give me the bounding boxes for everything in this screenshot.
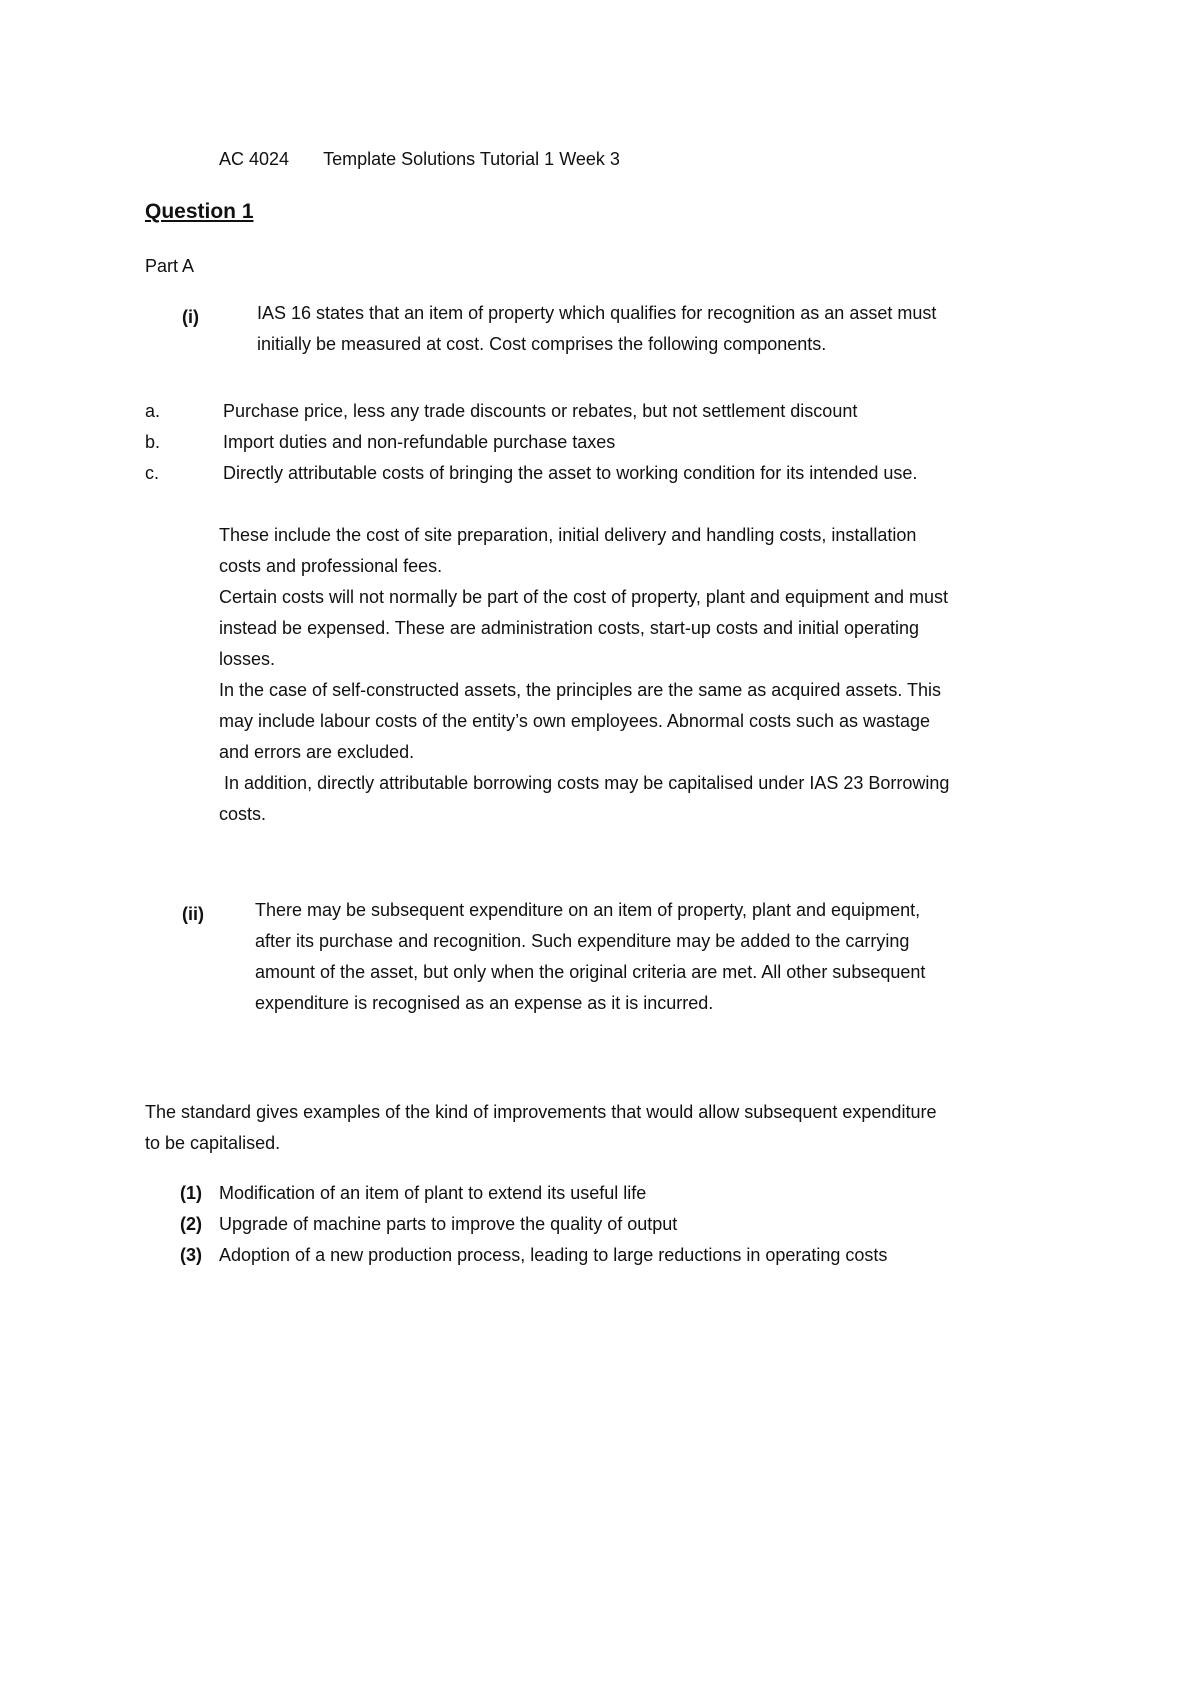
- list-item: [145, 458, 917, 489]
- note-line: These include the cost of site preparation, initial delivery and handling costs, installation: [219, 525, 917, 545]
- note-line: Certain costs will not normally be part of the cost of property, plant and equipment and must: [219, 587, 949, 607]
- item-ii-line: amount of the asset, but only when the original criteria are met. All other subsequent: [255, 962, 926, 982]
- document-title: Template Solutions Tutorial 1 Week 3: [323, 149, 620, 169]
- list-item: [145, 396, 917, 427]
- standard-intro: [145, 1097, 936, 1159]
- item-ii-line: expenditure is recognised as an expense as it is incurred.: [255, 993, 714, 1013]
- list-text: Directly attributable costs of bringing the asset to working condition for its intended use.: [223, 463, 918, 483]
- list-item: [145, 427, 917, 458]
- note-line: In the case of self-constructed assets, the principles are the same as acquired assets. This: [219, 680, 942, 700]
- list-item: [180, 1240, 887, 1271]
- list-marker: (2): [180, 1214, 202, 1234]
- list-text: Import duties and non-refundable purchase taxes: [223, 432, 616, 452]
- cost-notes: [219, 520, 949, 830]
- note-line: losses.: [219, 649, 276, 669]
- part-heading: Part A: [145, 256, 195, 276]
- note-line: In addition, directly attributable borrowing costs may be capitalised under IAS 23 Borrowing: [219, 773, 950, 793]
- intro-line: The standard gives examples of the kind of improvements that would allow subsequent expenditure: [145, 1102, 937, 1122]
- cost-components-list: [145, 396, 917, 489]
- list-marker: (1): [180, 1183, 202, 1203]
- note-line: costs and professional fees.: [219, 556, 443, 576]
- list-marker: b.: [145, 432, 161, 452]
- course-code: AC 4024: [219, 149, 290, 169]
- intro-line: to be capitalised.: [145, 1133, 281, 1153]
- item-ii-text: [255, 895, 925, 1019]
- document-header: [219, 150, 620, 168]
- item-ii-line: There may be subsequent expenditure on an item of property, plant and equipment,: [255, 900, 921, 920]
- list-marker: a.: [145, 401, 161, 421]
- item-i-text: [257, 298, 936, 360]
- list-item: [180, 1209, 887, 1240]
- list-text: Adoption of a new production process, leading to large reductions in operating costs: [219, 1245, 888, 1265]
- item-i-line: initially be measured at cost. Cost comprises the following components.: [257, 334, 827, 354]
- list-text: Modification of an item of plant to extend its useful life: [219, 1183, 647, 1203]
- examples-list: [180, 1178, 887, 1271]
- list-text: Upgrade of machine parts to improve the quality of output: [219, 1214, 678, 1234]
- list-item: [180, 1178, 887, 1209]
- note-line: instead be expensed. These are administration costs, start-up costs and initial operating: [219, 618, 920, 638]
- note-line: costs.: [219, 804, 267, 824]
- item-i-line: IAS 16 states that an item of property which qualifies for recognition as an asset must: [257, 303, 937, 323]
- item-ii-label: (ii): [182, 904, 204, 924]
- list-marker: c.: [145, 463, 160, 483]
- list-marker: (3): [180, 1245, 202, 1265]
- note-line: may include labour costs of the entity’s own employees. Abnormal costs such as wastage: [219, 711, 931, 731]
- item-ii-line: after its purchase and recognition. Such expenditure may be added to the carrying: [255, 931, 910, 951]
- list-text: Purchase price, less any trade discounts or rebates, but not settlement discount: [223, 401, 858, 421]
- item-i-label: (i): [182, 307, 199, 327]
- note-line: and errors are excluded.: [219, 742, 415, 762]
- question-title: Question 1: [145, 200, 254, 223]
